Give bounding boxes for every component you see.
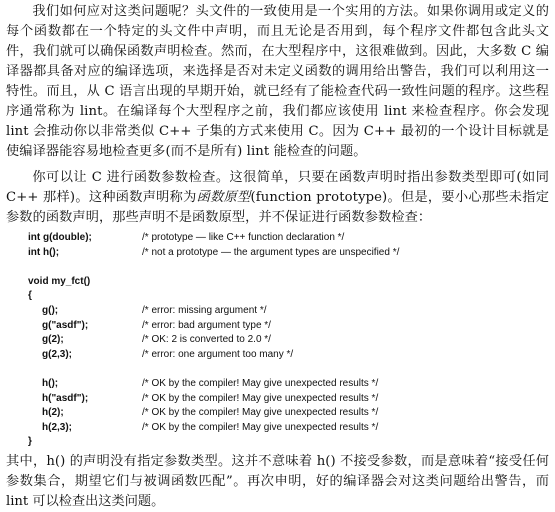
- paragraph-closing: 其中，h() 的声明没有指定参数类型。这并不意味着 h() 不接受参数，而是意味着“接受任何参数集合，期望它们与被调函数匹配”。再次申明，好的编译器会对这类问题给出警告，而 lint 可以检查出这类问题。: [6, 453, 549, 509]
- code-line-call: [28, 421, 549, 436]
- code-text: int h();: [28, 246, 60, 258]
- code-text: g();: [42, 304, 59, 316]
- code-line-call: [28, 392, 549, 407]
- code-comment: /* not a prototype — the argument types are unspecified */: [142, 246, 400, 258]
- code-line-decl-h: [28, 246, 549, 261]
- code-text: int g(double);: [28, 232, 92, 243]
- code-text: }: [28, 436, 32, 448]
- code-comment: /* OK by the compiler! May give unexpected results */: [142, 392, 379, 404]
- code-line-call: [28, 406, 549, 421]
- code-text: h(2,3);: [42, 421, 72, 433]
- code-comment: /* error: bad argument type */: [142, 319, 271, 331]
- code-comment: /* error: one argument too many */: [142, 348, 294, 360]
- term-function-prototype: 函数原型: [196, 190, 251, 205]
- code-comment: /* OK by the compiler! May give unexpected results */: [142, 377, 379, 389]
- code-comment: /* OK by the compiler! May give unexpected results */: [142, 407, 379, 419]
- code-line-close-brace: [28, 435, 549, 450]
- code-line-func-header: [28, 275, 549, 290]
- code-text: h("asdf");: [42, 392, 89, 404]
- code-text: g(2,3);: [42, 348, 72, 360]
- code-text: g(2);: [42, 334, 64, 346]
- code-blank-line: [28, 260, 549, 275]
- code-text: h();: [42, 377, 59, 389]
- code-line-decl-g: [28, 231, 549, 246]
- code-blank-line: [28, 362, 549, 377]
- prototype-intro-after: (function prototype)。但是，要小心那些未指定参数的函数声明，那些声明不是函数原型，并不保证进行函数参数检查：: [6, 190, 549, 225]
- code-text: {: [28, 290, 32, 302]
- code-text: void my_fct(): [28, 275, 91, 287]
- code-line-open-brace: [28, 289, 549, 304]
- code-text: h(2);: [42, 407, 64, 419]
- paragraph-header-consistency: 我们如何应对这类问题呢？头文件的一致使用是一个实用的方法。如果你调用或定义的每个函数都在一个特定的头文件中声明，而且无论是否用到，每个程序文件都包含此头文件，我们就可以确保函数声明检查。然而，在大型程序中，这很难做到。因此，大多数 C 编译器都具备对应的编译选项，来选择是否对未定义函数的调用给出警告，我们可以利用这一特性。而且，从 C 语言出现的早期开始，就已经有了能检查代码一致性问题的程序。这些程序通常称为 lint。在编译每个大型程序之前，我们都应该使用 lint 来检查程序。你会发现 lint 会推动你以非常类似 C++ 子集的方式来使用 C。因为 C++ 最初的一个设计目标就是使编译器能容易地检查更多(而不是所有) lint 能检查的问题。: [6, 4, 549, 159]
- code-comment: /* OK: 2 is converted to 2.0 */: [142, 334, 271, 346]
- code-line-call: [28, 319, 549, 334]
- code-example: [28, 231, 549, 450]
- prototype-intro-before: 你可以让 C 进行函数参数检查。这很简单，只要在函数声明时指出参数类型即可(如同 C++ 那样)。这种函数声明称为: [6, 170, 549, 205]
- code-line-call: [28, 348, 549, 363]
- code-comment: /* prototype — like C++ function declaration */: [142, 232, 345, 243]
- code-comment: /* OK by the compiler! May give unexpected results */: [142, 421, 379, 433]
- code-text: g("asdf");: [42, 319, 89, 331]
- code-comment: /* error: missing argument */: [142, 304, 267, 316]
- code-line-call: [28, 304, 549, 319]
- code-line-call: [28, 377, 549, 392]
- code-line-call: [28, 333, 549, 348]
- paragraph-prototype-intro: [6, 168, 549, 228]
